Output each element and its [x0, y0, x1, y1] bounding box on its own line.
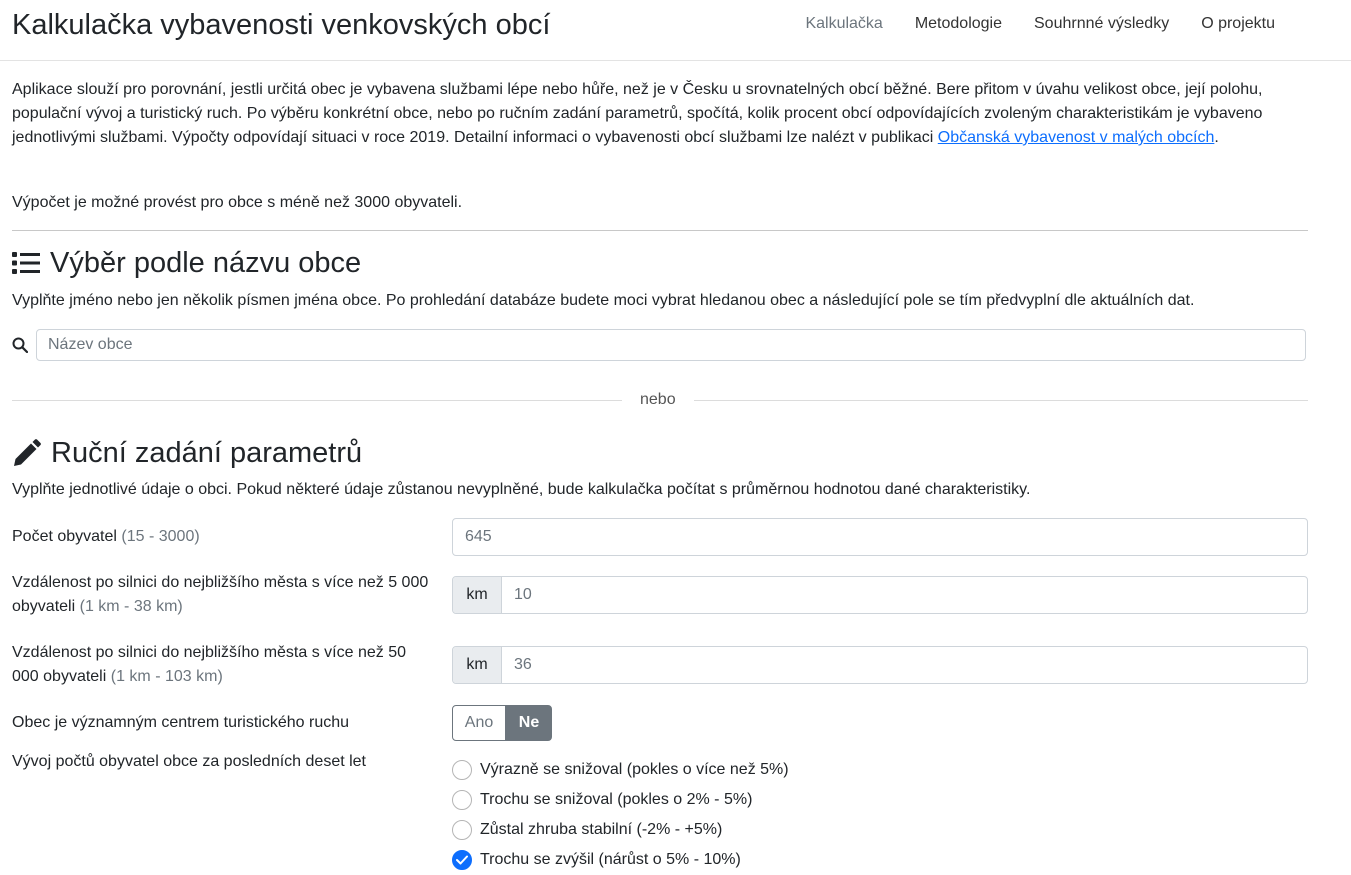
dist5000-label-text: Vzdálenost po silnici do nejbližšího města s více než 5 000 obyvateli [12, 574, 429, 615]
list-icon [12, 251, 40, 275]
intro-tail: . [1214, 129, 1219, 146]
main-nav [789, 12, 1291, 36]
dist5000-unit: km [453, 577, 502, 613]
population-range: (15 - 3000) [121, 528, 200, 545]
nav-souhrnne-vysledky[interactable]: Souhrnné výsledky [1034, 15, 1170, 32]
tourism-label: Obec je významným centrem turistického ruchu [12, 714, 350, 731]
radio-circle[interactable] [452, 820, 472, 840]
top-navbar [0, 0, 1351, 61]
section-divider [12, 230, 1308, 231]
by-name-section-title [12, 245, 361, 281]
dist5000-range: (1 km - 38 km) [79, 598, 183, 615]
dist50000-input[interactable] [502, 647, 1307, 683]
tourism-no-button[interactable]: Ne [506, 705, 552, 741]
divider-line-right [694, 400, 1308, 401]
dist50000-unit: km [453, 647, 502, 683]
or-label: nebo [640, 391, 676, 408]
by-name-title-text: Výběr podle názvu obce [50, 247, 362, 279]
nav-metodologie[interactable]: Metodologie [914, 15, 1002, 32]
search-row [12, 329, 1308, 363]
intro-paragraph [12, 78, 1308, 150]
trend-radio-group [452, 755, 789, 875]
radio-circle[interactable] [452, 790, 472, 810]
dist50000-field [452, 646, 1308, 684]
population-label [12, 525, 432, 549]
or-divider [12, 391, 1308, 411]
pencil-icon [12, 439, 41, 468]
search-icon [12, 337, 28, 353]
nav-o-projektu[interactable]: O projektu [1201, 15, 1275, 32]
dist5000-input[interactable] [502, 577, 1307, 613]
trend-option-label: Trochu se zvýšil (nárůst o 5% - 10%) [480, 851, 741, 868]
manual-section-title [12, 435, 362, 471]
check-icon [456, 855, 468, 865]
dist5000-label [12, 571, 432, 619]
municipality-search-input[interactable] [36, 329, 1306, 361]
manual-description: Vyplňte jednotlivé údaje o obci. Pokud některé údaje zůstanou nevyplněné, bude kalkulačka počítat s průměrnou hodnotou dané charakteristiky. [12, 481, 1031, 498]
dist5000-field [452, 576, 1308, 614]
population-limit-note: Výpočet je možné provést pro obce s méně než 3000 obyvateli. [12, 194, 463, 211]
tourism-yes-button[interactable]: Ano [452, 705, 506, 741]
dist50000-range: (1 km - 103 km) [110, 668, 223, 685]
radio-circle[interactable] [452, 760, 472, 780]
tourism-toggle [452, 705, 552, 741]
trend-option-label: Trochu se snižoval (pokles o 2% - 5%) [480, 791, 753, 808]
by-name-description: Vyplňte jméno nebo jen několik písmen jména obce. Po prohledání databáze budete moci vybrat hledanou obec a následující pole se tím předvyplní dle aktuálních dat. [12, 292, 1195, 309]
population-label-text: Počet obyvatel [12, 528, 117, 545]
trend-option-label: Zůstal zhruba stabilní (-2% - +5%) [480, 821, 723, 838]
trend-label: Vývoj počtů obyvatel obce za posledních deset let [12, 753, 366, 770]
manual-title-text: Ruční zadání parametrů [51, 437, 363, 469]
trend-option-3[interactable] [452, 815, 789, 845]
population-field [452, 518, 1308, 556]
intro-text: Aplikace slouží pro porovnání, jestli určitá obec je vybavena službami lépe nebo hůře, než je v Česku u srovnatelných obcí běžné. Bere přitom v úvahu velikost obce, její polohu, populační vývoj a turistický ruch. Po výběru konkrétní obce, nebo po ručním zadání parametrů, spočítá, kolik procent obcí odpovídajících zvoleným charakteristikám je vybaveno jednotlivými službami. Výpočty odpovídají situaci v roce 2019. Detailní informaci o vybavenosti obcí službami lze nalézt v publikaci [12, 81, 1263, 146]
publication-link[interactable]: Občanská vybavenost v malých obcích [937, 129, 1215, 146]
nav-kalkulacka[interactable]: Kalkulačka [805, 15, 883, 32]
radio-circle-checked[interactable] [452, 850, 472, 870]
trend-option-label: Výrazně se snižoval (pokles o více než 5%) [480, 761, 789, 778]
dist50000-label [12, 641, 432, 689]
app-title: Kalkulačka vybavenosti venkovských obcí [12, 9, 551, 41]
dist50000-label-text: Vzdálenost po silnici do nejbližšího města s více než 50 000 obyvateli [12, 644, 406, 685]
trend-option-1[interactable] [452, 755, 789, 785]
divider-line-left [12, 400, 622, 401]
population-input[interactable] [453, 519, 1307, 555]
trend-option-4[interactable] [452, 845, 789, 875]
trend-option-2[interactable] [452, 785, 789, 815]
